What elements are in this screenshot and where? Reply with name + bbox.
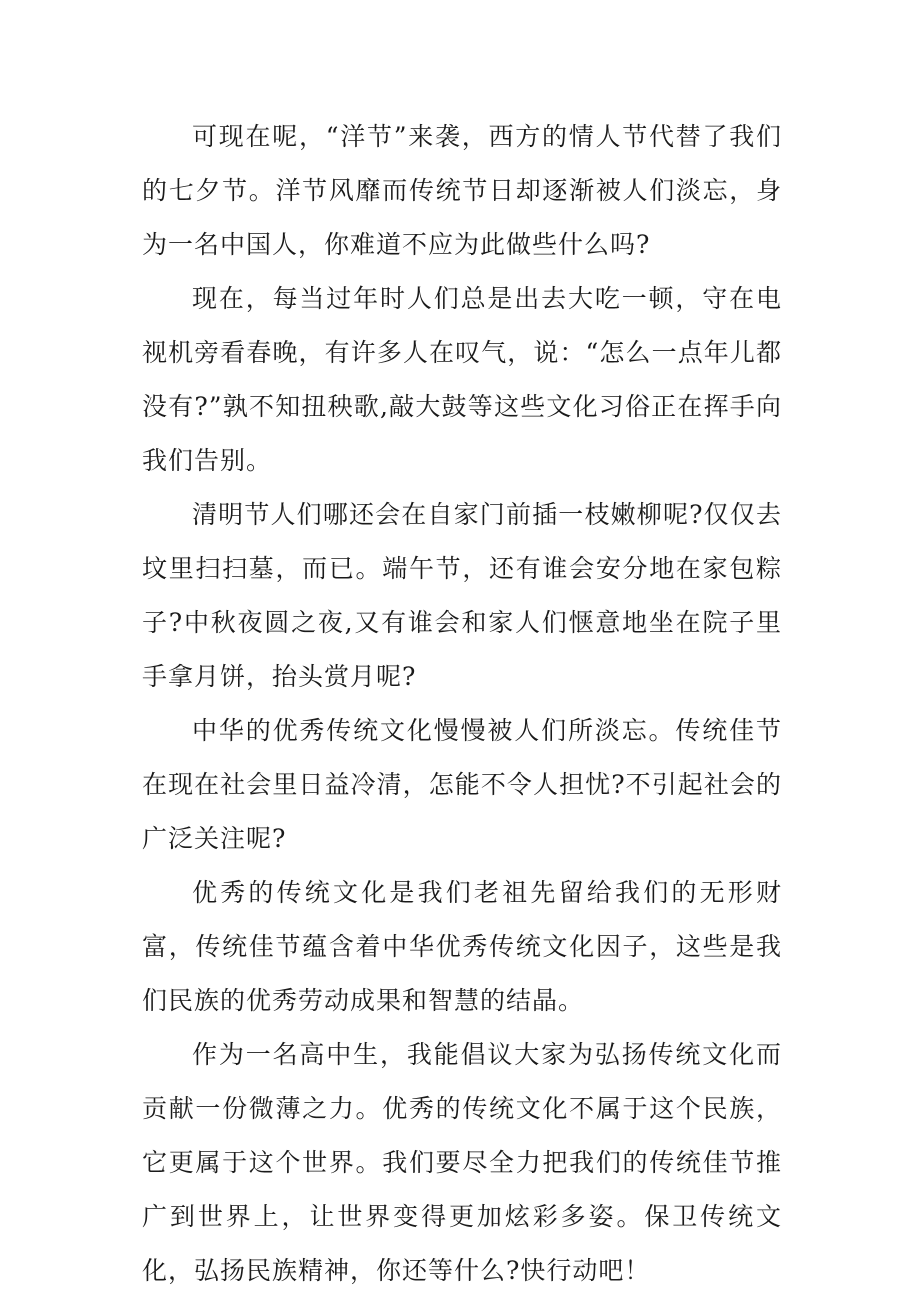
- document-body: [142, 110, 782, 1298]
- paragraph-2: 现在，每当过年时人们总是出去大吃一顿，守在电视机旁看春晚，有许多人在叹气，说：“怎么一点年儿都没有?”孰不知扭秧歌,敲大鼓等这些文化习俗正在挥手向我们告别。: [142, 284, 782, 475]
- paragraph-4: 中华的优秀传统文化慢慢被人们所淡忘。传统佳节在现在社会里日益冷清，怎能不令人担忧?不引起社会的广泛关注呢?: [142, 716, 782, 853]
- paragraph-5: 优秀的传统文化是我们老祖先留给我们的无形财富，传统佳节蕴含着中华优秀传统文化因子，这些是我们民族的优秀劳动成果和智慧的结晶。: [142, 878, 782, 1015]
- paragraph-6: 作为一名高中生，我能倡议大家为弘扬传统文化而贡献一份微薄之力。优秀的传统文化不属于这个民族，它更属于这个世界。我们要尽全力把我们的传统佳节推广到世界上，让世界变得更加炫彩多姿。保卫传统文化，弘扬民族精神，你还等什么?快行动吧！: [142, 1040, 782, 1285]
- paragraph-3: 清明节人们哪还会在自家门前插一枝嫩柳呢?仅仅去坟里扫扫墓，而已。端午节，还有谁会安分地在家包粽子?中秋夜圆之夜,又有谁会和家人们惬意地坐在院子里手拿月饼，抬头赏月呢?: [142, 500, 782, 691]
- paragraph-1: 可现在呢，“洋节”来袭，西方的情人节代替了我们的七夕节。洋节风靡而传统节日却逐渐被人们淡忘，身为一名中国人，你难道不应为此做些什么吗?: [142, 122, 782, 259]
